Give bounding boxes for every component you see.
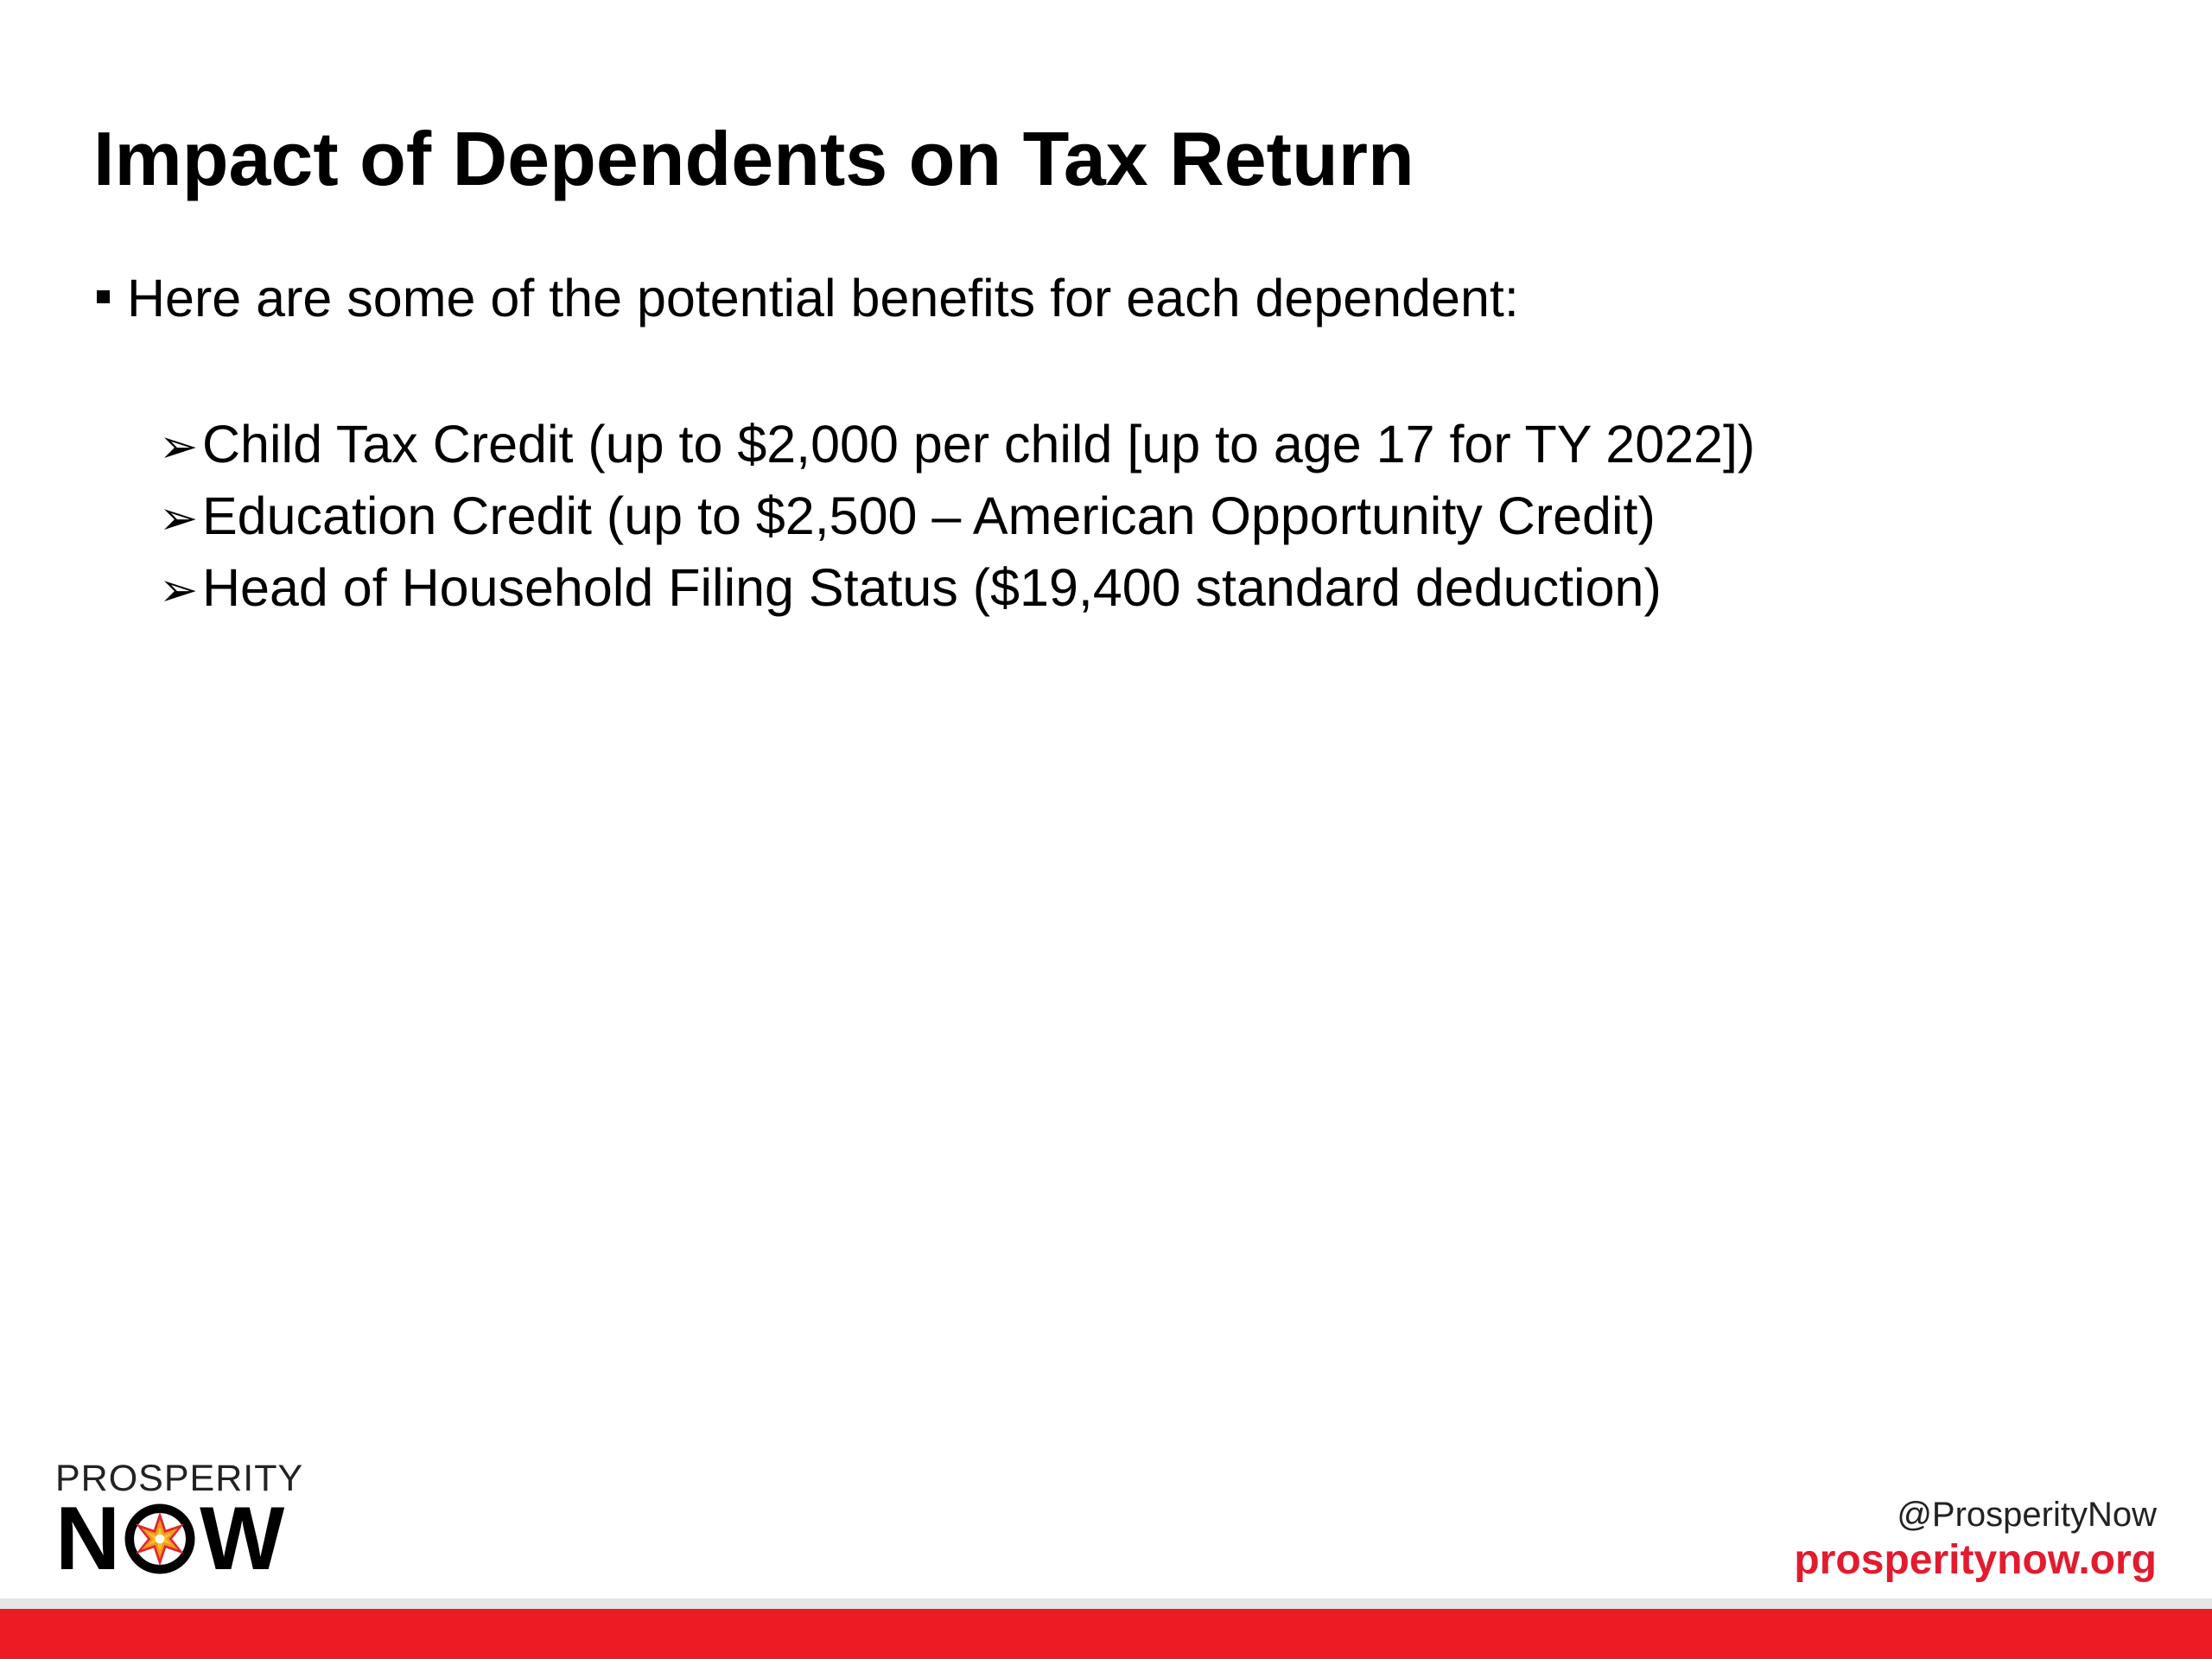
list-item-text: Education Credit (up to $2,500 – American Opportunity Credit) bbox=[202, 486, 1656, 545]
logo-now-word bbox=[55, 1489, 285, 1589]
arrow-bullet-icon: ➢ bbox=[159, 564, 199, 616]
arrow-bullet-icon: ➢ bbox=[159, 493, 199, 544]
list-item bbox=[159, 481, 1755, 553]
footer-divider bbox=[0, 1599, 2212, 1609]
social-handle[interactable]: @ProsperityNow bbox=[1897, 1496, 2157, 1534]
logo-letter-n: N bbox=[55, 1489, 121, 1589]
logo-top-word: PROSPERITY bbox=[55, 1458, 304, 1499]
list-item-text: Child Tax Credit (up to $2,000 per child [up to age 17 for TY 2022]) bbox=[202, 415, 1756, 474]
list-item-text: Head of Household Filing Status ($19,400 standard deduction) bbox=[202, 558, 1662, 617]
square-bullet-icon bbox=[97, 290, 110, 303]
social-block bbox=[1794, 1493, 2157, 1585]
list-item bbox=[159, 553, 1755, 625]
benefits-list bbox=[159, 410, 1755, 625]
website-link[interactable]: prosperitynow.org bbox=[1794, 1537, 2157, 1583]
list-item bbox=[159, 410, 1755, 481]
slide-title: Impact of Dependents on Tax Return bbox=[93, 116, 1414, 201]
prosperity-now-logo bbox=[55, 1457, 315, 1589]
lead-bullet bbox=[97, 264, 1519, 333]
logo-letter-w: W bbox=[200, 1489, 285, 1589]
star-burst-icon bbox=[122, 1501, 198, 1577]
arrow-bullet-icon: ➢ bbox=[159, 421, 199, 473]
lead-bullet-text: Here are some of the potential benefits for each dependent: bbox=[127, 269, 1519, 327]
footer-red-bar bbox=[0, 1609, 2212, 1659]
